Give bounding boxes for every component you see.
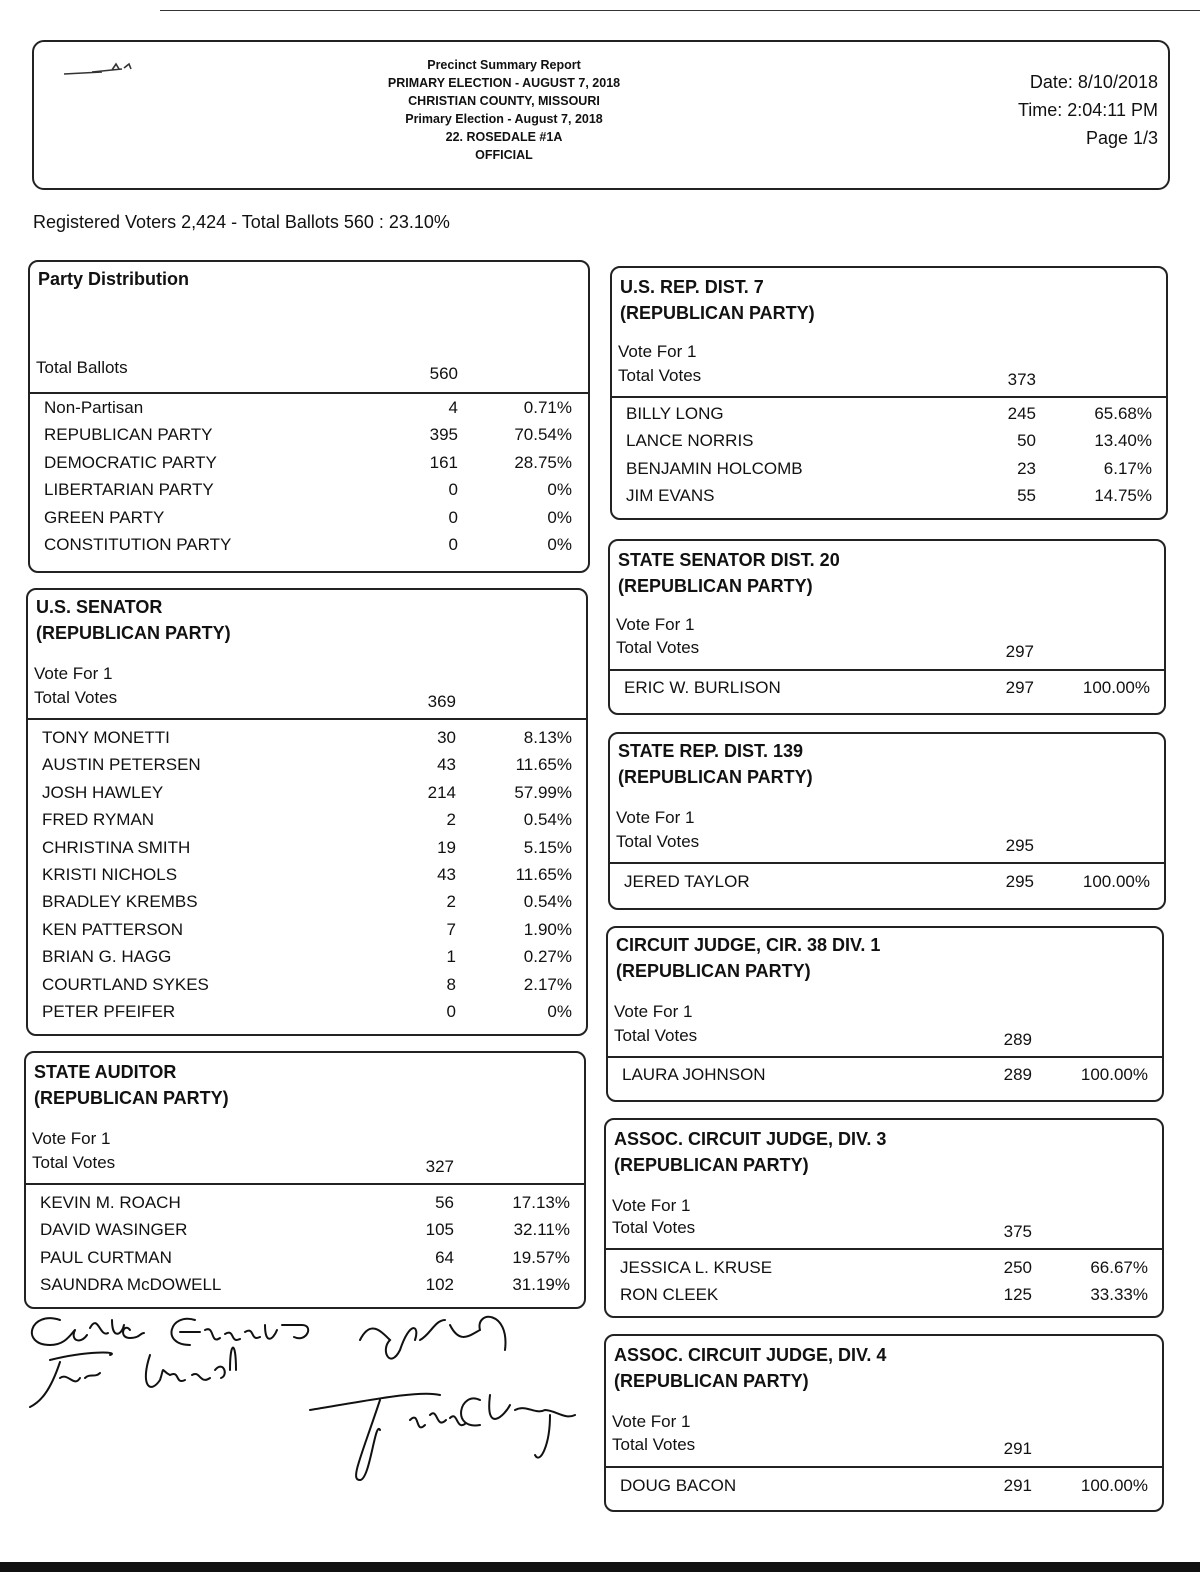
result-row <box>28 838 586 865</box>
choice-name: FRED RYMAN <box>42 810 155 830</box>
contest-title: CIRCUIT JUDGE, CIR. 38 DIV. 1 <box>616 935 881 955</box>
choice-name: BILLY LONG <box>626 404 724 423</box>
choice-percent: 0.27% <box>523 947 572 967</box>
total-value: 295 <box>1005 836 1034 855</box>
choice-percent: 19.57% <box>512 1247 570 1267</box>
choice-percent: 100.00% <box>1082 678 1150 697</box>
result-row <box>30 480 588 507</box>
choice-votes: 23 <box>1017 458 1036 478</box>
choice-votes: 55 <box>1017 486 1036 506</box>
choice-percent: 100.00% <box>1080 1065 1148 1084</box>
total-value: 373 <box>1007 370 1036 389</box>
choice-votes: 64 <box>435 1247 454 1267</box>
choice-name: CHRISTINA SMITH <box>42 837 191 857</box>
choice-votes: 7 <box>446 919 456 939</box>
choice-votes: 289 <box>1003 1065 1032 1084</box>
choice-votes: 2 <box>446 810 456 830</box>
total-label: Total Votes <box>618 366 702 385</box>
choice-percent: 28.75% <box>514 452 572 472</box>
vote-for: Vote For 1 <box>618 342 697 361</box>
choice-votes: 43 <box>437 755 456 775</box>
result-row <box>610 678 1164 705</box>
choice-votes: 295 <box>1005 872 1034 891</box>
choice-name: DEMOCRATIC PARTY <box>44 452 217 472</box>
result-row <box>606 1476 1162 1503</box>
divider <box>606 1248 1162 1250</box>
choice-name: PAUL CURTMAN <box>40 1247 172 1267</box>
total-label: Total Votes <box>612 1435 696 1454</box>
result-row <box>28 920 586 947</box>
choice-percent: 2.17% <box>523 974 572 994</box>
report-time: Time: 2:04:11 PM <box>1017 100 1158 120</box>
choice-name: KEN PATTERSON <box>42 919 184 939</box>
election-subtitle: Primary Election - August 7, 2018 <box>405 112 603 126</box>
choice-votes: 0 <box>448 535 458 554</box>
contest-us-senator <box>26 588 588 1036</box>
contest-title: U.S. SENATOR <box>36 597 163 617</box>
report-title: Precinct Summary Report <box>427 58 581 72</box>
contest-state-senator-20 <box>608 539 1166 715</box>
result-row <box>608 1065 1162 1092</box>
choice-percent: 8.13% <box>523 728 572 747</box>
result-row <box>30 398 588 425</box>
total-value: 560 <box>429 364 458 383</box>
choice-percent: 13.40% <box>1094 431 1152 451</box>
choice-votes: 161 <box>429 452 458 472</box>
choice-name: REPUBLICAN PARTY <box>44 425 213 445</box>
contest-assoc-judge-4 <box>604 1334 1164 1512</box>
result-row <box>28 810 586 837</box>
choice-name: DAVID WASINGER <box>40 1220 188 1240</box>
choice-name: CONSTITUTION PARTY <box>44 535 232 554</box>
contest-title: STATE REP. DIST. 139 <box>618 741 804 761</box>
choice-percent: 70.54% <box>514 425 572 445</box>
divider <box>612 396 1166 398</box>
result-row <box>30 425 588 452</box>
divider <box>610 669 1164 671</box>
result-row <box>28 755 586 782</box>
choice-percent: 0% <box>547 535 572 554</box>
choice-percent: 5.15% <box>523 837 572 857</box>
section-title: Party Distribution <box>38 269 190 289</box>
total-label: Total Votes <box>616 638 700 657</box>
result-row <box>26 1275 584 1302</box>
contest-party: (REPUBLICAN PARTY) <box>620 303 815 323</box>
contest-party: (REPUBLICAN PARTY) <box>614 1371 809 1391</box>
contest-party: (REPUBLICAN PARTY) <box>34 1088 229 1108</box>
logo-icon <box>62 60 152 80</box>
choice-name: BENJAMIN HOLCOMB <box>626 458 803 478</box>
choice-votes: 102 <box>425 1275 454 1295</box>
choice-name: JESSICA L. KRUSE <box>620 1258 773 1277</box>
page-number: Page 1/3 <box>1085 128 1158 148</box>
result-row <box>28 865 586 892</box>
party-distribution-box <box>28 260 590 573</box>
choice-percent: 1.90% <box>523 919 572 939</box>
choice-votes: 214 <box>427 782 456 802</box>
registration-summary: Registered Voters 2,424 - Total Ballots 560 : 23.10% <box>33 212 450 232</box>
total-label: Total Votes <box>616 832 700 851</box>
divider <box>608 1056 1162 1058</box>
choice-votes: 50 <box>1017 431 1036 451</box>
choice-percent: 0% <box>547 507 572 527</box>
vote-for: Vote For 1 <box>612 1196 691 1215</box>
choice-votes: 4 <box>448 398 458 417</box>
choice-votes: 395 <box>429 425 458 445</box>
choice-name: SAUNDRA McDOWELL <box>40 1275 222 1295</box>
choice-votes: 0 <box>448 507 458 527</box>
report-title-block <box>334 56 674 164</box>
choice-name: KEVIN M. ROACH <box>40 1193 181 1212</box>
divider <box>606 1466 1162 1468</box>
total-value: 291 <box>1003 1439 1032 1458</box>
total-value: 327 <box>425 1157 454 1176</box>
choice-votes: 250 <box>1003 1258 1032 1277</box>
precinct-name: 22. ROSEDALE #1A <box>445 130 563 144</box>
choice-name: TONY MONETTI <box>42 728 170 747</box>
county-name: CHRISTIAN COUNTY, MISSOURI <box>408 94 600 108</box>
choice-votes: 245 <box>1007 404 1036 423</box>
choice-votes: 56 <box>435 1193 454 1212</box>
divider <box>30 392 588 394</box>
vote-for: Vote For 1 <box>616 615 695 634</box>
choice-name: KRISTI NICHOLS <box>42 865 178 884</box>
result-row <box>26 1248 584 1275</box>
choice-votes: 0 <box>448 480 458 500</box>
result-row <box>30 453 588 480</box>
result-row <box>28 1002 586 1029</box>
choice-name: JOSH HAWLEY <box>42 782 164 802</box>
choice-name: ERIC W. BURLISON <box>624 678 781 697</box>
contest-us-rep-7 <box>610 266 1168 520</box>
total-label: Total Votes <box>34 688 118 707</box>
choice-percent: 14.75% <box>1094 486 1152 506</box>
total-value: 375 <box>1003 1222 1032 1241</box>
result-row <box>606 1258 1162 1285</box>
choice-percent: 31.19% <box>512 1275 570 1295</box>
choice-votes: 19 <box>437 837 456 857</box>
handwritten-signatures <box>20 1300 600 1500</box>
choice-name: JERED TAYLOR <box>624 872 750 891</box>
total-value: 297 <box>1005 642 1034 661</box>
contest-state-rep-139 <box>608 732 1166 910</box>
choice-name: DOUG BACON <box>620 1476 737 1495</box>
choice-name: LAURA JOHNSON <box>622 1065 766 1084</box>
choice-percent: 11.65% <box>515 865 572 884</box>
choice-percent: 0% <box>547 1002 572 1021</box>
contest-party: (REPUBLICAN PARTY) <box>36 623 231 643</box>
report-date: Date: 8/10/2018 <box>1029 72 1158 92</box>
contest-party: (REPUBLICAN PARTY) <box>614 1155 809 1175</box>
choice-percent: 57.99% <box>514 782 572 802</box>
total-value: 369 <box>427 692 456 711</box>
choice-name: LIBERTARIAN PARTY <box>44 480 214 500</box>
choice-name: GREEN PARTY <box>44 507 165 527</box>
vote-for: Vote For 1 <box>612 1412 691 1431</box>
vote-for: Vote For 1 <box>34 664 113 683</box>
choice-percent: 0.54% <box>523 810 572 830</box>
choice-votes: 30 <box>437 728 456 747</box>
choice-votes: 8 <box>446 974 456 994</box>
vote-for: Vote For 1 <box>32 1129 111 1148</box>
contest-party: (REPUBLICAN PARTY) <box>618 576 813 596</box>
result-row <box>610 872 1164 899</box>
choice-name: LANCE NORRIS <box>626 431 754 451</box>
choice-percent: 100.00% <box>1080 1476 1148 1495</box>
choice-votes: 125 <box>1003 1285 1032 1305</box>
result-row <box>606 1285 1162 1312</box>
choice-votes: 297 <box>1005 678 1034 697</box>
contest-title: STATE SENATOR DIST. 20 <box>618 550 840 570</box>
choice-percent: 65.68% <box>1094 404 1152 423</box>
result-row <box>28 947 586 974</box>
choice-percent: 0.71% <box>523 398 572 417</box>
choice-name: COURTLAND SYKES <box>42 974 209 994</box>
result-row <box>28 975 586 1002</box>
divider <box>610 862 1164 864</box>
contest-party: (REPUBLICAN PARTY) <box>618 767 813 787</box>
result-row <box>612 486 1166 513</box>
report-header <box>32 40 1170 190</box>
choice-votes: 0 <box>446 1002 456 1021</box>
total-label: Total Votes <box>612 1218 696 1237</box>
choice-votes: 43 <box>437 865 456 884</box>
contest-title: U.S. REP. DIST. 7 <box>620 277 764 297</box>
report-meta <box>938 68 1158 152</box>
result-row <box>26 1193 584 1220</box>
choice-percent: 0.54% <box>523 892 572 912</box>
result-row <box>612 431 1166 458</box>
election-name: PRIMARY ELECTION - AUGUST 7, 2018 <box>387 76 621 90</box>
choice-name: JIM EVANS <box>626 486 715 506</box>
result-row <box>28 783 586 810</box>
choice-name: RON CLEEK <box>620 1285 719 1305</box>
choice-percent: 32.11% <box>513 1220 570 1240</box>
contest-party: (REPUBLICAN PARTY) <box>616 961 811 981</box>
result-row <box>612 404 1166 431</box>
choice-name: BRIAN G. HAGG <box>42 947 172 967</box>
choice-votes: 105 <box>425 1220 454 1240</box>
choice-votes: 1 <box>446 947 456 967</box>
choice-percent: 0% <box>547 480 572 500</box>
choice-votes: 2 <box>446 892 456 912</box>
choice-name: AUSTIN PETERSEN <box>42 755 201 775</box>
choice-percent: 66.67% <box>1090 1258 1148 1277</box>
contest-title: ASSOC. CIRCUIT JUDGE, DIV. 4 <box>614 1345 887 1365</box>
contest-title: STATE AUDITOR <box>34 1062 177 1082</box>
choice-percent: 6.17% <box>1103 458 1152 478</box>
contest-state-auditor <box>24 1051 586 1309</box>
choice-votes: 291 <box>1003 1476 1032 1495</box>
choice-percent: 11.65% <box>515 755 572 775</box>
choice-name: BRADLEY KREMBS <box>42 892 198 912</box>
contest-title: ASSOC. CIRCUIT JUDGE, DIV. 3 <box>614 1129 887 1149</box>
total-value: 289 <box>1003 1030 1032 1049</box>
divider <box>26 1183 584 1185</box>
result-row <box>26 1220 584 1247</box>
official-label: OFFICIAL <box>475 148 533 162</box>
divider <box>28 718 586 720</box>
choice-percent: 100.00% <box>1082 872 1150 891</box>
contest-circuit-judge-38 <box>606 926 1164 1102</box>
result-row <box>28 728 586 755</box>
vote-for: Vote For 1 <box>614 1002 693 1021</box>
scan-edge-top <box>160 0 1200 11</box>
result-row <box>30 508 588 535</box>
choice-percent: 33.33% <box>1090 1285 1148 1305</box>
choice-name: PETER PFEIFER <box>42 1002 176 1021</box>
total-label: Total Ballots <box>36 358 128 377</box>
result-row <box>612 459 1166 486</box>
result-row <box>28 892 586 919</box>
vote-for: Vote For 1 <box>616 808 695 827</box>
choice-name: Non-Partisan <box>44 398 144 417</box>
total-label: Total Votes <box>32 1153 116 1172</box>
choice-percent: 17.13% <box>512 1193 570 1212</box>
result-row <box>30 535 588 562</box>
total-label: Total Votes <box>614 1026 698 1045</box>
contest-assoc-judge-3 <box>604 1118 1164 1318</box>
scan-edge-bottom <box>0 1562 1200 1572</box>
